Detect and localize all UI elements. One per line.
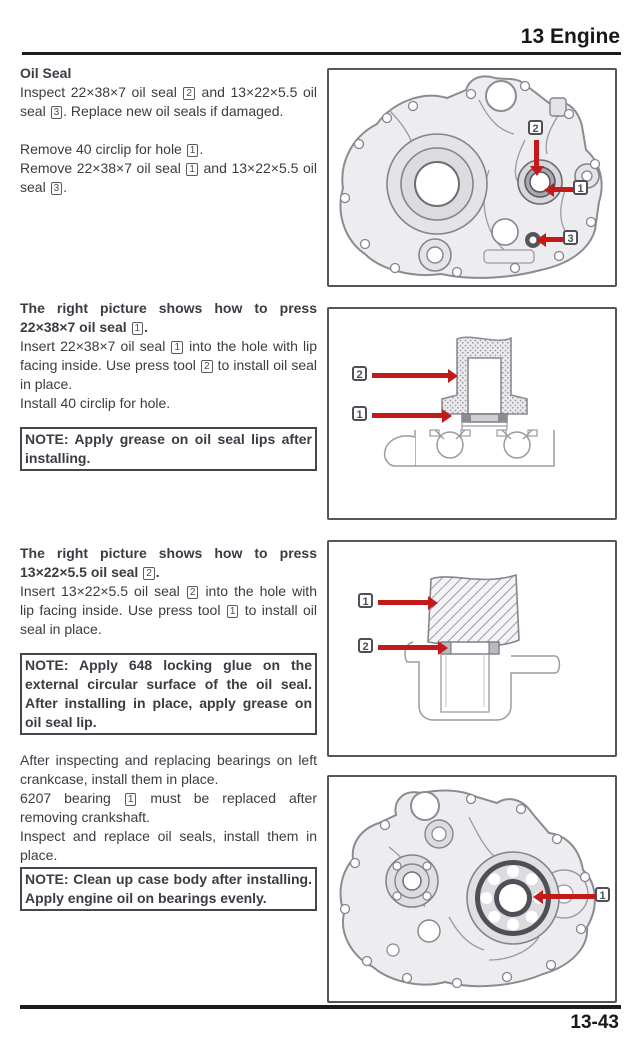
paragraph-lead: The right picture shows how to press 22×38×7 oil seal 1 .	[20, 300, 317, 335]
section-bearings	[20, 751, 317, 911]
ref-number: 2	[187, 586, 199, 599]
callout-label: 1	[573, 180, 588, 195]
ref-number: 1	[187, 144, 199, 157]
note-box: NOTE: Apply 648 locking glue on the external circular surface of the oil seal. After installing in place, apply grease on oil seal lip.	[20, 653, 317, 735]
callout-arrow	[372, 373, 448, 378]
callout-arrow	[554, 187, 573, 192]
crankcase-line-drawing	[329, 777, 615, 1001]
callout-arrow	[378, 645, 438, 650]
ref-number: 2	[143, 567, 155, 580]
ref-number: 1	[186, 163, 198, 176]
ref-number: 2	[201, 360, 213, 373]
ref-number: 3	[51, 182, 63, 195]
paragraph-lead: The right picture shows how to press 13×22×5.5 oil seal 2 .	[20, 545, 317, 580]
figure-press-13x22x55-seal	[327, 540, 617, 757]
footer-rule	[20, 1005, 621, 1009]
note-box: NOTE: Apply grease on oil seal lips after installing.	[20, 427, 317, 471]
callout-label: 1	[595, 887, 610, 902]
paragraph-insert-seal: Insert 22×38×7 oil seal 1 into the hole with lip facing inside. Use press tool 2 to install oil seal in place. Install 40 circlip for hole.	[20, 338, 318, 411]
page-number: 13-43	[570, 1012, 619, 1033]
figure-left-crankcase-bearing	[327, 775, 617, 1003]
header-rule	[22, 52, 621, 55]
section-heading: Oil Seal	[20, 65, 72, 81]
callout-arrow	[378, 600, 428, 605]
ref-number: 2	[183, 87, 195, 100]
callout-arrow	[546, 237, 563, 242]
paragraph-insert-seal: Insert 13×22×5.5 oil seal 2 into the hole with lip facing inside. Use press tool 1 to install oil seal in place.	[20, 583, 317, 637]
paragraph-remove-seals: Remove 40 circlip for hole 1 . Remove 22×38×7 oil seal 1 and 13×22×5.5 oil seal 3 .	[20, 141, 317, 195]
section-press-22x38x7	[20, 299, 317, 471]
callout-label: 2	[528, 120, 543, 135]
callout-label: 2	[358, 638, 373, 653]
callout-label: 3	[563, 230, 578, 245]
crankcase-line-drawing	[329, 70, 615, 285]
callout-arrow	[543, 894, 595, 899]
callout-label: 1	[352, 406, 367, 421]
ref-number: 1	[227, 605, 239, 618]
ref-number: 1	[171, 341, 183, 354]
ref-number: 3	[51, 106, 63, 119]
callout-arrow	[534, 140, 539, 166]
section-press-13x22x55	[20, 544, 317, 735]
figure-press-22x38x7-seal	[327, 307, 617, 520]
ref-number: 1	[125, 793, 137, 806]
ref-number: 1	[132, 322, 144, 335]
section-oil-seal	[20, 64, 317, 197]
paragraph-inspect-seals: Inspect 22×38×7 oil seal 2 and 13×22×5.5 oil seal 3 . Replace new oil seals if damaged.	[20, 84, 318, 119]
paragraph-bearings: After inspecting and replacing bearings on left crankcase, install them in place. 6207 bearing 1 must be replaced after removing crankshaft. Inspect and replace oil seals, install them in place.	[20, 752, 317, 863]
note-box: NOTE: Clean up case body after installing. Apply engine oil on bearings evenly.	[20, 867, 317, 911]
callout-label: 1	[358, 593, 373, 608]
callout-arrow	[372, 413, 442, 418]
figure-crankcase-seal-locations	[327, 68, 617, 287]
chapter-title: 13 Engine	[520, 25, 620, 48]
callout-label: 2	[352, 366, 367, 381]
